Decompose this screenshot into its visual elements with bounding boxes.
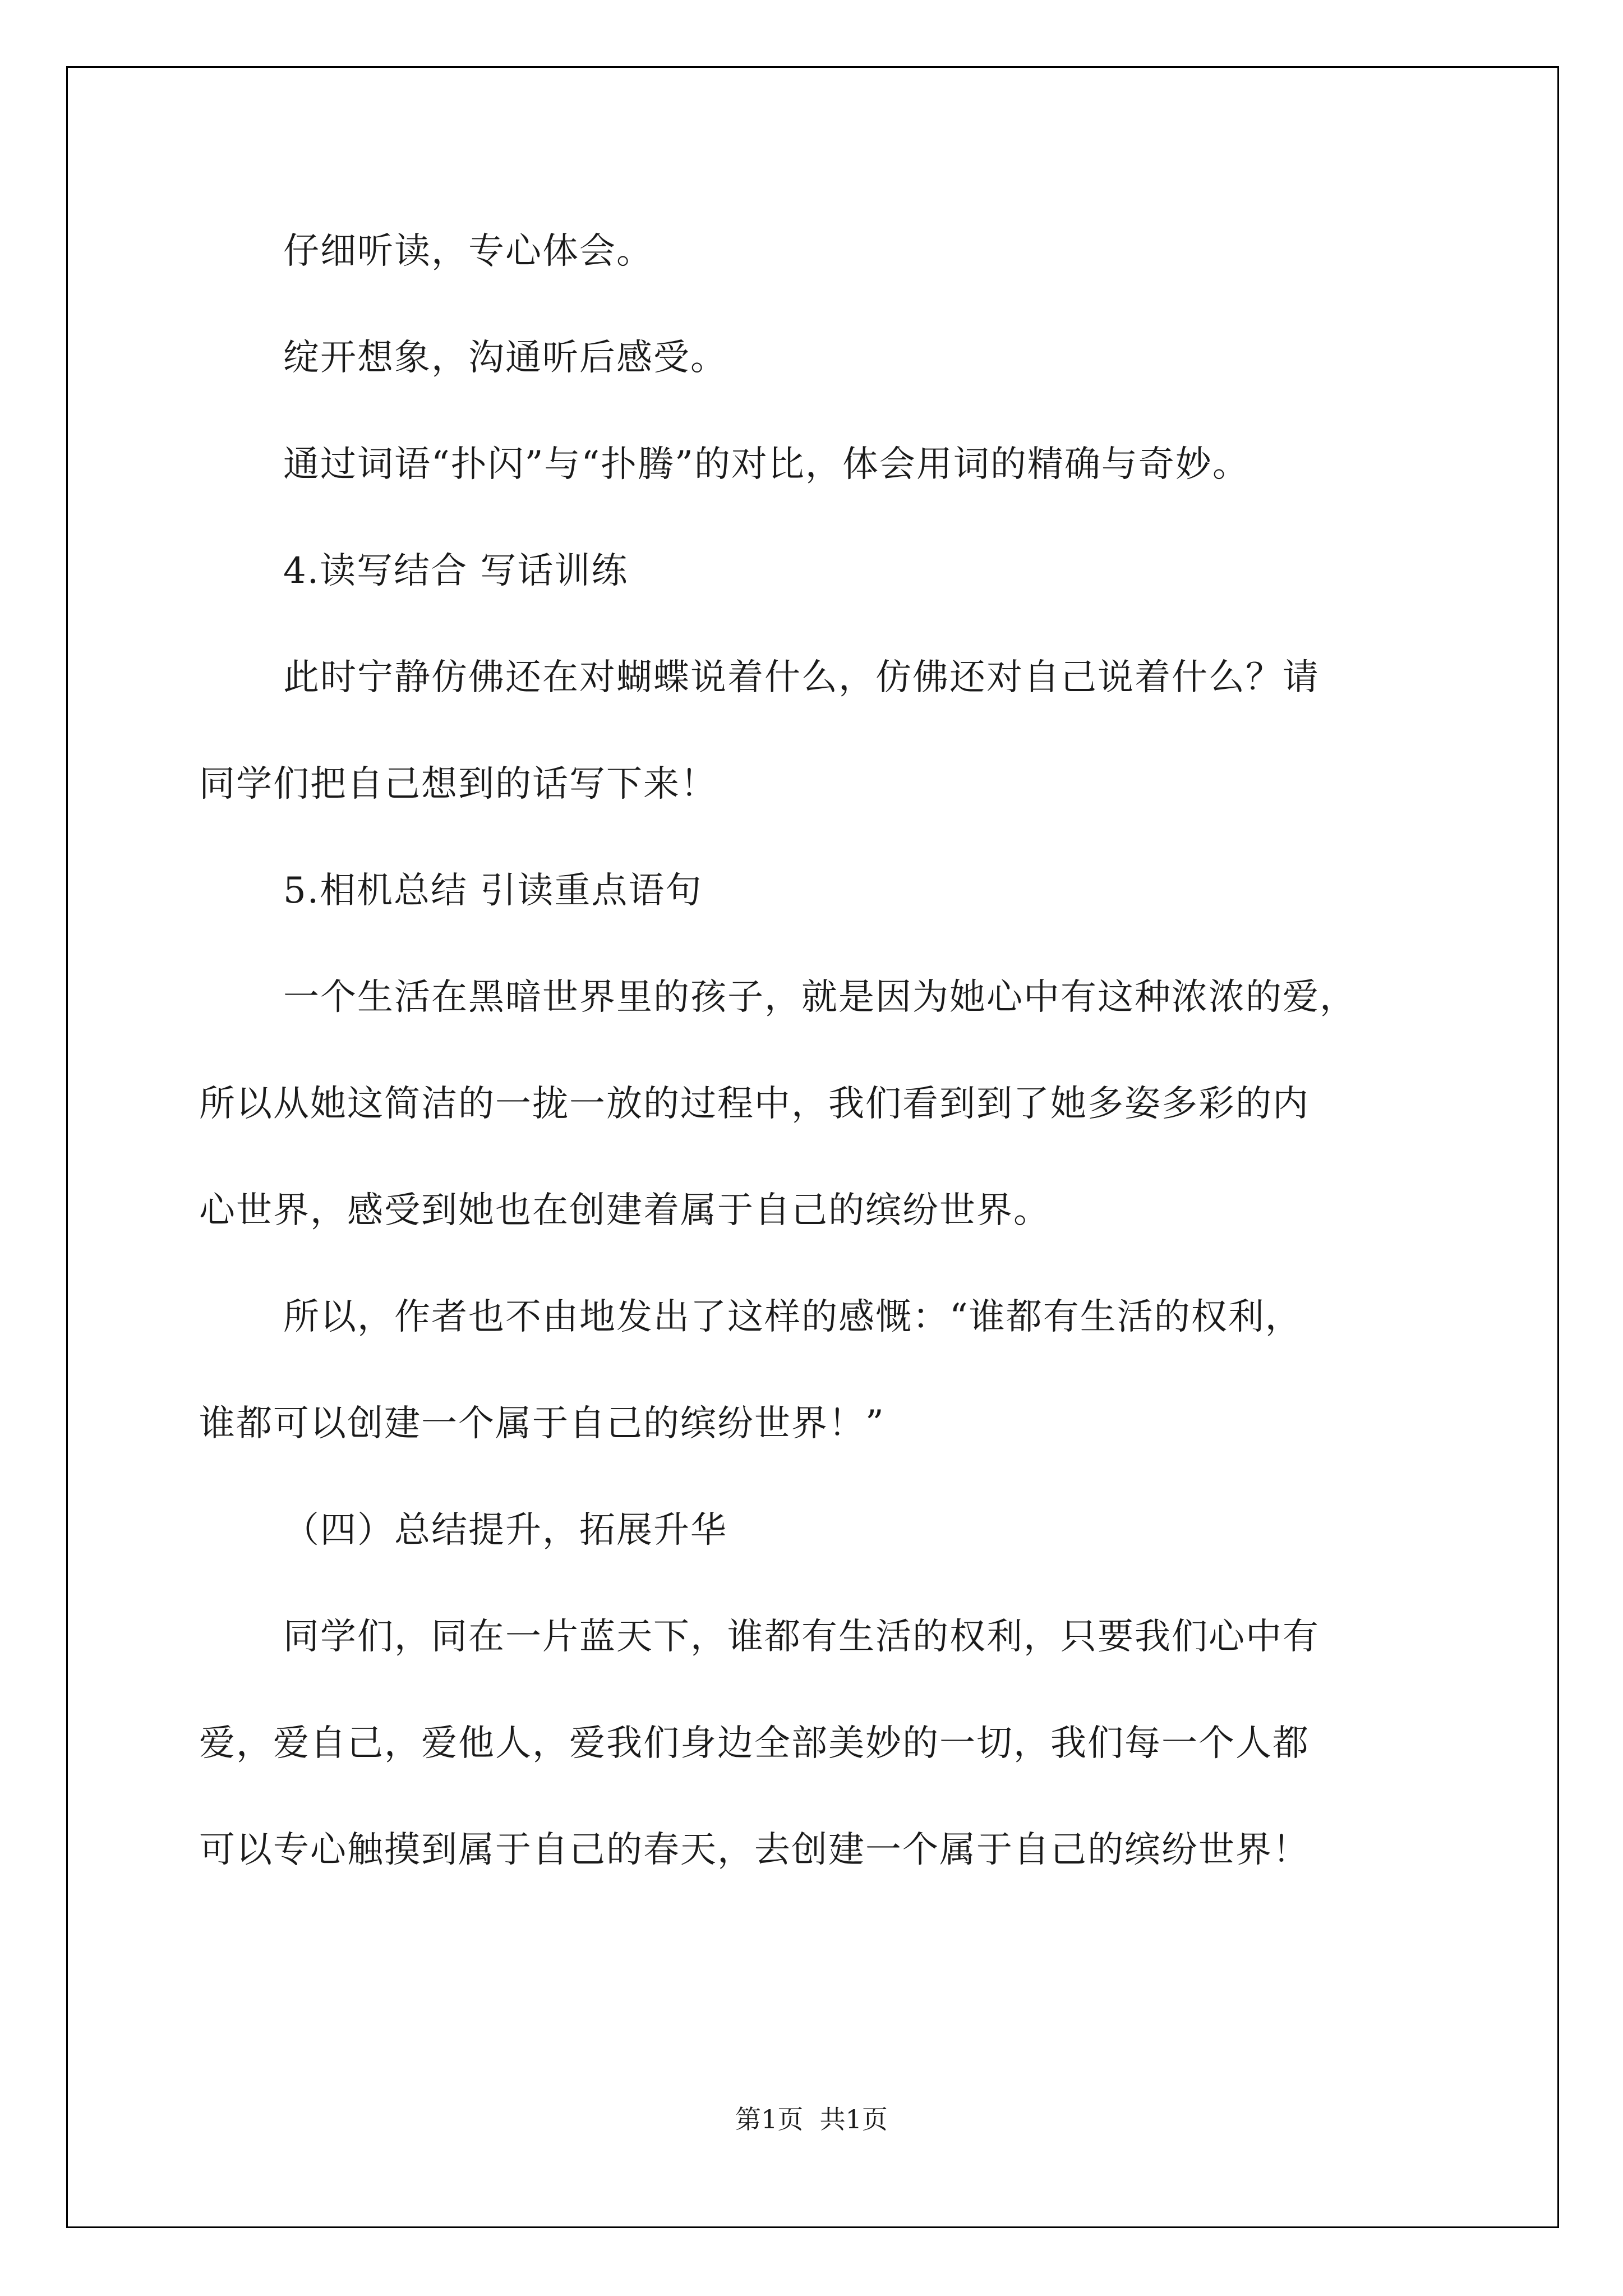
paragraph-line: 同学们，同在一片蓝天下，谁都有生活的权利，只要我们心中有 — [283, 1616, 1320, 1658]
section-heading: 4.读写结合 写话训练 — [283, 550, 629, 592]
paragraph-line: 心世界，感受到她也在创建着属于自己的缤纷世界。 — [199, 1190, 1050, 1231]
page-border — [66, 66, 1559, 2228]
paragraph-line: 同学们把自己想到的话写下来！ — [199, 763, 717, 805]
paragraph-line: 绽开想象，沟通听后感受。 — [283, 337, 727, 379]
section-heading: 5.相机总结 引读重点语句 — [283, 870, 703, 912]
paragraph-line: 爱，爱自己，爱他人，爱我们身边全部美妙的一切，我们每一个人都 — [199, 1723, 1310, 1764]
page-number-footer: 第1页 共1页 — [735, 2104, 888, 2134]
paragraph-line: 谁都可以创建一个属于自己的缤纷世界！” — [199, 1403, 885, 1444]
paragraph-line: 所以从她这简洁的一拢一放的过程中，我们看到到了她多姿多彩的内 — [199, 1083, 1310, 1125]
paragraph-line: 所以，作者也不由地发出了这样的感慨：“谁都有生活的权利， — [283, 1296, 1302, 1338]
paragraph-line: 通过词语“扑闪”与“扑腾”的对比，体会用词的精确与奇妙。 — [283, 444, 1249, 485]
paragraph-line: 一个生活在黑暗世界里的孩子，就是因为她心中有这种浓浓的爱， — [283, 977, 1357, 1018]
paragraph-line: 此时宁静仿佛还在对蝴蝶说着什么，仿佛还对自己说着什么？请 — [283, 657, 1320, 698]
section-heading: （四）总结提升，拓展升华 — [283, 1510, 727, 1551]
paragraph-line: 可以专心触摸到属于自己的春天，去创建一个属于自己的缤纷世界！ — [199, 1829, 1310, 1871]
paragraph-line: 仔细听读，专心体会。 — [283, 231, 653, 272]
